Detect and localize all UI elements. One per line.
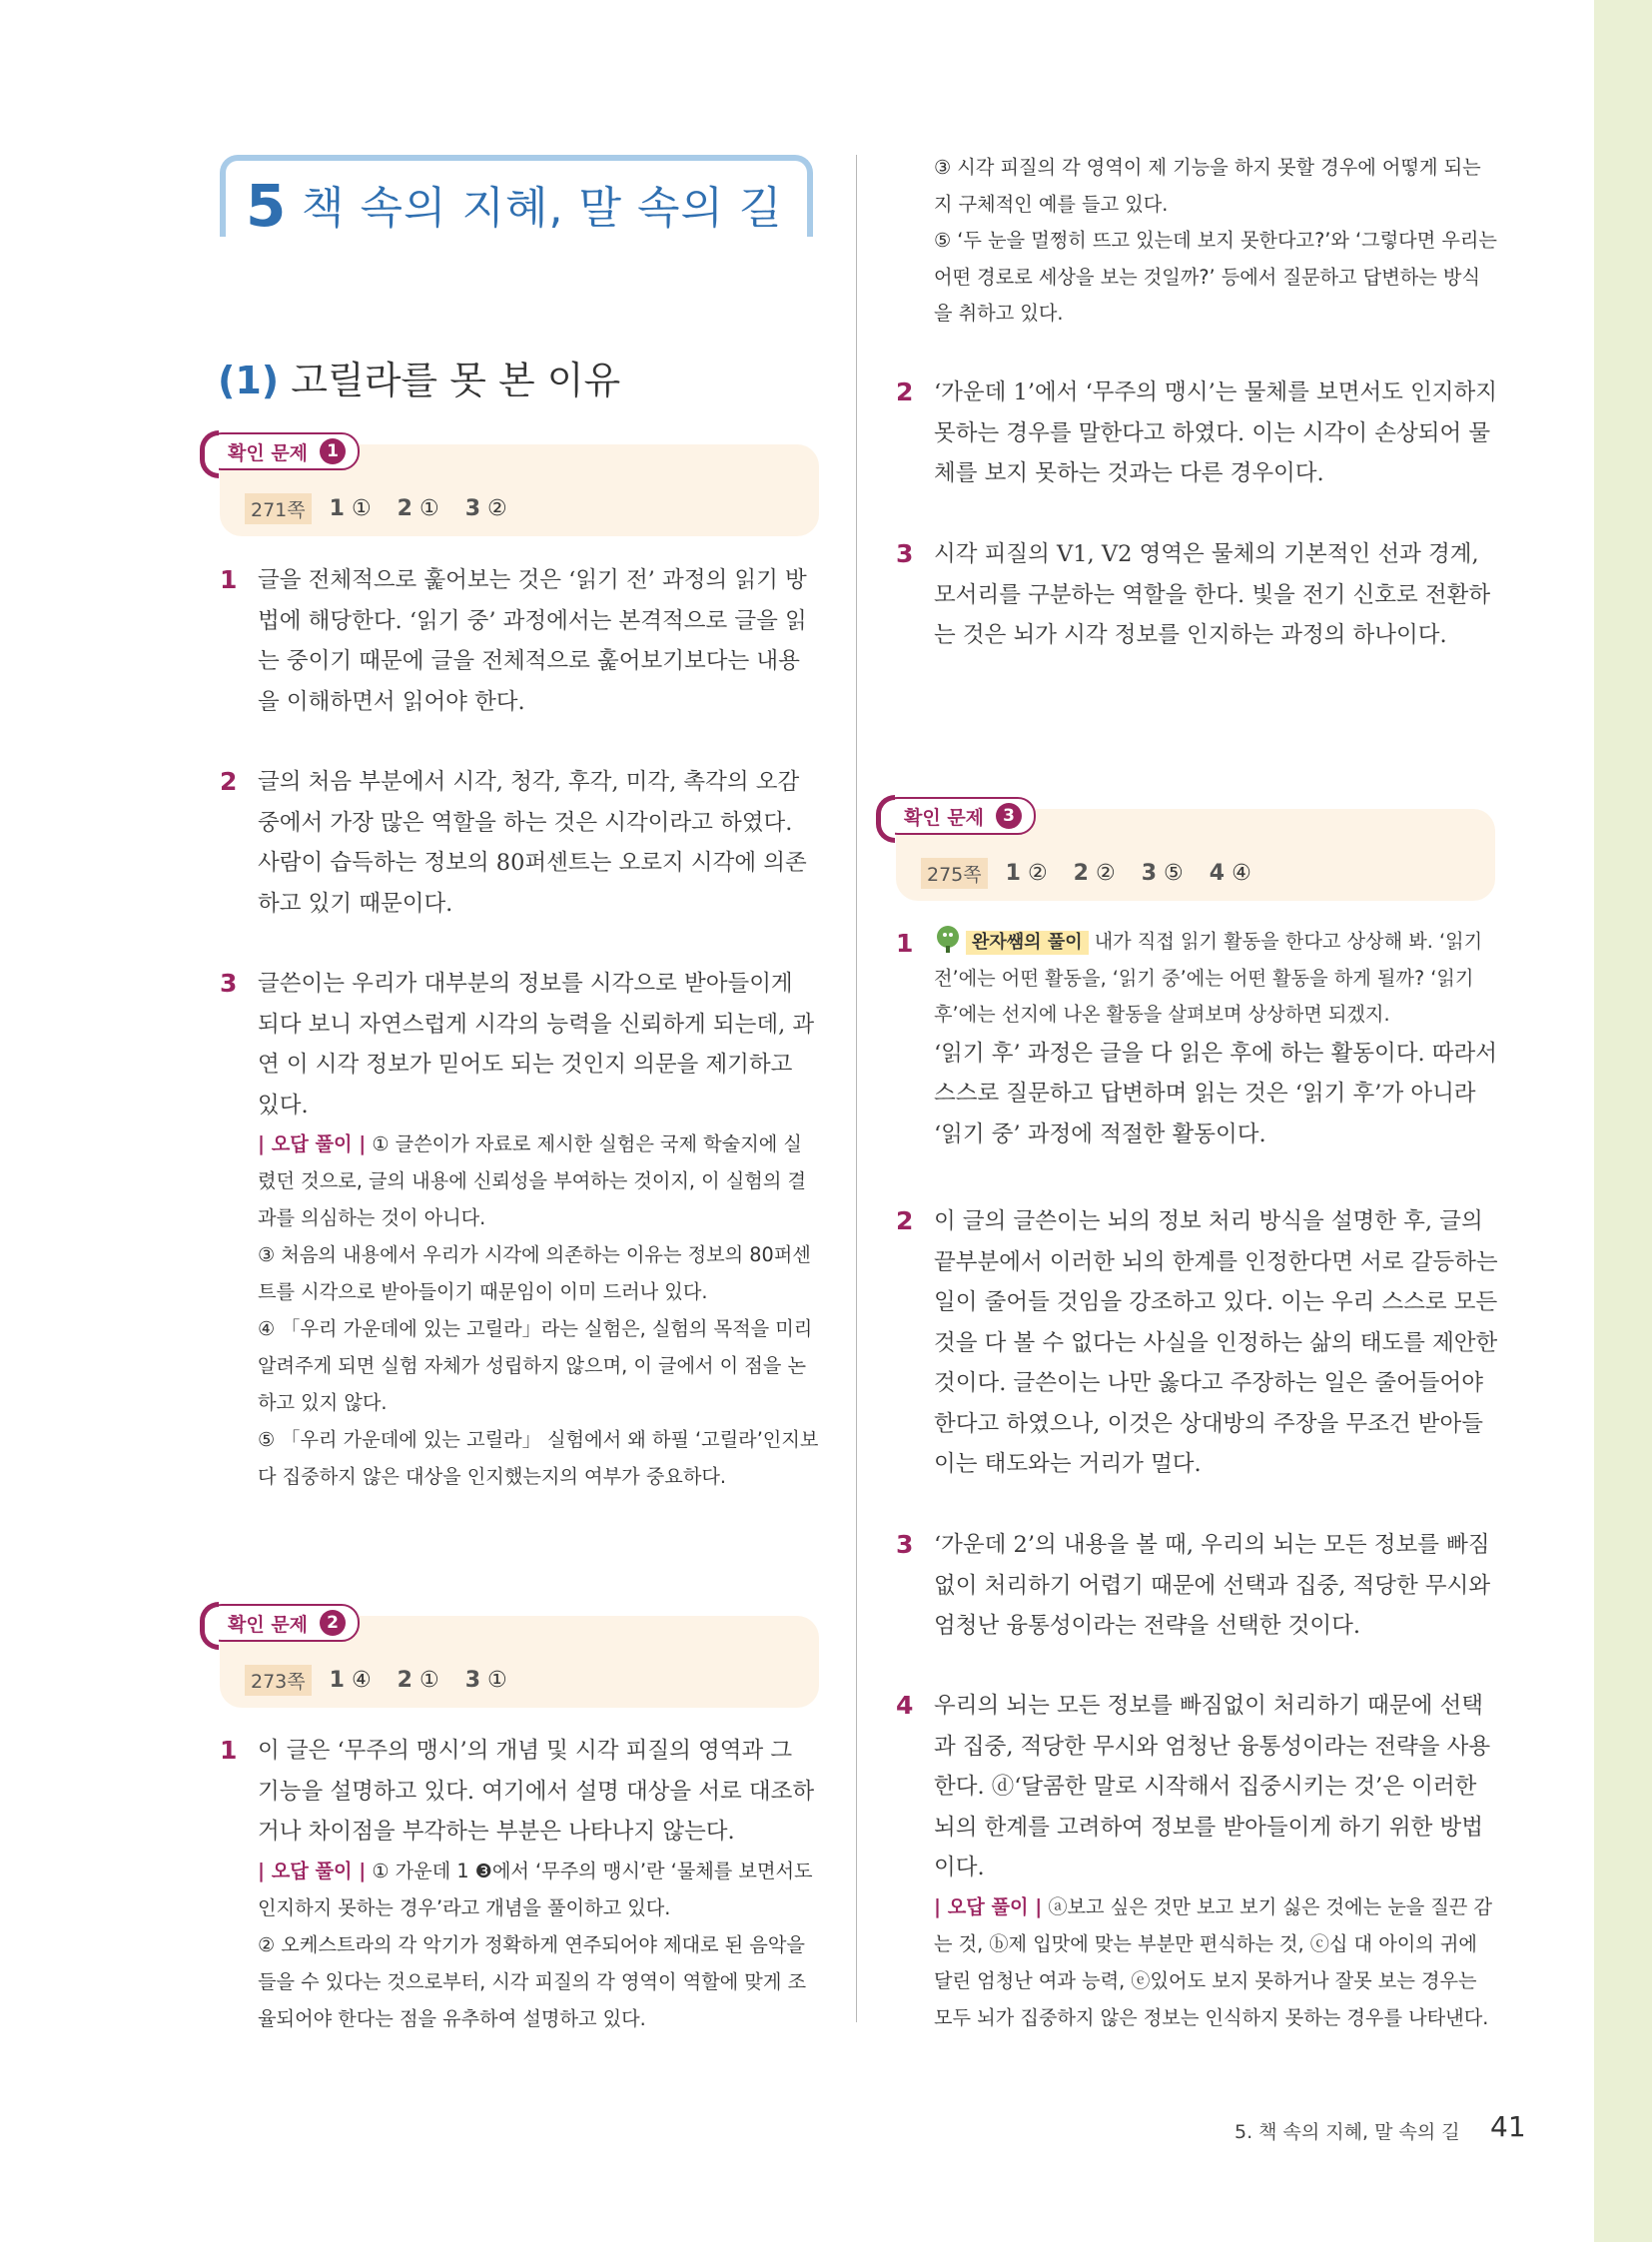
item-number: 4 [896, 1691, 914, 1720]
explanation-item [220, 964, 819, 1495]
answer-page: 271쪽 [245, 493, 312, 524]
item-text: ‘읽기 후’ 과정은 글을 다 읽은 후에 하는 활동이다. 따라서 스스로 질문하고 답변하며 읽는 것은 ‘읽기 후’가 아니라 ‘읽기 중’ 과정에 적절한 활동이다. [934, 1040, 1497, 1147]
answer-item: 4 ④ [1209, 861, 1251, 886]
item-text: ‘가운데 1’에서 ‘무주의 맹시’는 물체를 보면서도 인지하지 못하는 경우를 말한다고 하였다. 이는 시각이 손상되어 물체를 보지 못하는 것과는 다른 경우이다. [934, 379, 1498, 486]
item-number: 1 [220, 1736, 238, 1765]
wrong-answer-notes [258, 1125, 819, 1495]
explanation-item [896, 1525, 1498, 1647]
item-text: 우리의 뇌는 모든 정보를 빠짐없이 처리하기 때문에 선택과 집중, 적당한 무시와 엄청난 융통성이라는 전략을 사용한다. ⓓ‘달콤한 말로 시작해서 집중시키는 것’은 이러한 뇌의 한계를 고려하여 정보를 받아들이게 하기 위한 방법이다. [934, 1693, 1491, 1880]
explanation-item [896, 373, 1498, 494]
item-number: 1 [896, 929, 914, 958]
answer-item: 2 ① [397, 496, 439, 521]
continued-notes [934, 150, 1498, 333]
check-box-2 [220, 1613, 819, 1708]
note-text: ③ 처음의 내용에서 우리가 시각에 의존하는 이유는 정보의 80퍼센트를 시각으로 받아들이기 때문임이 이미 드러나 있다. [258, 1243, 811, 1303]
note-text: ② 오케스트라의 각 악기가 정확하게 연주되어야 제대로 된 음악을 들을 수 있다는 것으로부터, 시각 피질의 각 영역이 역할에 맞게 조율되어야 한다는 점을 유추하여 설명하고 있다. [258, 1932, 807, 2030]
answer-item: 1 ④ [329, 1668, 372, 1693]
item-number: 1 [220, 565, 238, 594]
note-text: ⓐ보고 싶은 것만 보고 보기 싫은 것에는 눈을 질끈 감는 것, ⓑ제 입맛에 맞는 부분만 편식하는 것, ⓒ십 대 아이의 귀에 달린 엄청난 여과 능력, ⓔ있어도 보지 못하거나 잘못 보는 경우는 모두 뇌가 집중하지 않은 정보는 인식하지 못하는 경우를 나타낸다. [934, 1894, 1493, 2029]
solution-text: 내가 직접 읽기 활동을 한다고 상상해 봐. ‘읽기 전’에는 어떤 활동을, ‘읽기 중’에는 어떤 활동을 하게 될까? ‘읽기 후’에는 선지에 나온 활동을 살펴보며 상상하면 되겠지. [934, 930, 1483, 1026]
check-tag-2 [204, 1604, 360, 1642]
answer-item: 2 ① [397, 1668, 439, 1693]
tag-bracket-icon [200, 1602, 219, 1650]
answer-row-1 [245, 493, 533, 524]
note-text: ① 글쓴이가 자료로 제시한 실험은 국제 학술지에 실렸던 것으로, 글의 내용에 신뢰성을 부여하는 것이지, 이 실험의 결과를 의심하는 것이 아니다. [258, 1132, 807, 1229]
answer-row-2 [245, 1665, 533, 1696]
item-text: ‘가운데 2’의 내용을 볼 때, 우리의 뇌는 모든 정보를 빠짐없이 처리하기 어렵기 때문에 선택과 집중, 적당한 무시와 엄청난 융통성이라는 전략을 선택한 것이다. [934, 1532, 1491, 1639]
check-tag-1 [204, 432, 360, 470]
item-number: 2 [896, 1206, 914, 1235]
answer-item: 2 ② [1073, 861, 1116, 886]
note-text: ③ 시각 피질의 각 영역이 제 기능을 하지 못할 경우에 어떻게 되는지 구체적인 예를 들고 있다. [934, 156, 1481, 216]
teacher-icon [934, 924, 964, 954]
explanation-item [896, 924, 1498, 1154]
answer-item: 3 ① [464, 1668, 507, 1693]
explanation-item [220, 1731, 819, 2037]
check-label: 확인 문제 [228, 1613, 309, 1636]
column-divider [856, 155, 857, 2022]
explanation-item [220, 560, 819, 722]
item-text: 글의 처음 부분에서 시각, 청각, 후각, 미각, 촉각의 오감 중에서 가장 많은 역할을 하는 것은 시각이라고 하였다. 사람이 습득하는 정보의 80퍼센트는 오로지 시각에 의존하고 있기 때문이다. [258, 769, 807, 917]
answer-page: 273쪽 [245, 1665, 312, 1696]
note-label: | 오답 풀이 | [258, 1132, 367, 1155]
explanation-item [896, 534, 1498, 656]
answer-item: 1 ① [329, 496, 372, 521]
footer-chapter-ref: 5. 책 속의 지혜, 말 속의 길 [1235, 2121, 1460, 2143]
item-number: 3 [220, 969, 238, 998]
check-number: 1 [320, 438, 346, 464]
solution-tag: 완자쌤의 풀이 [966, 931, 1089, 955]
note-label: | 오답 풀이 | [258, 1859, 367, 1882]
item-number: 2 [220, 767, 238, 796]
item-text: 이 글의 글쓴이는 뇌의 정보 처리 방식을 설명한 후, 글의 끝부분에서 이러한 뇌의 한계를 인정한다면 서로 갈등하는 일이 줄어들 것임을 강조하고 있다. 이는 우리 스스로 모든 것을 다 볼 수 없다는 사실을 인정하는 삶의 태도를 제안한 것이다. 글쓴이는 나만 옳다고 주장하는 일은 줄어들어야 한다고 하였으나, 이것은 상대방의 주장을 무조건 받아들이는 태도와는 거리가 멀다. [934, 1208, 1498, 1477]
item-text: 이 글은 ‘무주의 맹시’의 개념 및 시각 피질의 영역과 그 기능을 설명하고 있다. 여기에서 설명 대상을 서로 대조하거나 차이점을 부각하는 부분은 나타나지 않는다. [258, 1738, 815, 1845]
answer-item: 3 ② [464, 496, 507, 521]
tag-bracket-icon [200, 430, 219, 478]
chapter-header [220, 155, 819, 245]
check-tag-3 [880, 797, 1036, 835]
note-text: ⑤ ‘두 눈을 멀쩡히 뜨고 있는데 보지 못한다고?’와 ‘그렇다면 우리는 어떤 경로로 세상을 보는 것일까?’ 등에서 질문하고 답변하는 방식을 취하고 있다. [934, 229, 1497, 325]
note-label: | 오답 풀이 | [934, 1894, 1043, 1918]
note-text: ① 가운데 1 ❸에서 ‘무주의 맹시’란 ‘물체를 보면서도 인지하지 못하는 경우’라고 개념을 풀이하고 있다. [258, 1859, 813, 1919]
answer-item: 1 ② [1005, 861, 1048, 886]
note-text: ⑤ 「우리 가운데에 있는 고릴라」 실험에서 왜 하필 ‘고릴라’인지보다 집중하지 않은 대상을 인지했는지의 여부가 중요하다. [258, 1428, 819, 1488]
check-label: 확인 문제 [904, 806, 985, 829]
check-box-1 [220, 441, 819, 536]
chapter-title: 책 속의 지혜, 말 속의 길 [302, 183, 783, 234]
teacher-solution [934, 924, 1498, 1034]
wrong-answer-notes [258, 1853, 819, 2037]
section-number: (1) [218, 359, 280, 402]
check-label: 확인 문제 [228, 441, 309, 464]
section-title-text: 고릴라를 못 본 이유 [291, 359, 621, 402]
item-text: 시각 피질의 V1, V2 영역은 물체의 기본적인 선과 경계, 모서리를 구분하는 역할을 한다. 빛을 전기 신호로 전환하는 것은 뇌가 시각 정보를 인지하는 과정의 하나이다. [934, 541, 1491, 648]
section-title [218, 350, 620, 404]
page-number: 41 [1490, 2110, 1526, 2143]
explanation-item [896, 1201, 1498, 1485]
check-box-3 [896, 806, 1495, 901]
note-text: ④ 「우리 가운데에 있는 고릴라」라는 실험은, 실험의 목적을 미리 알려주게 되면 실험 자체가 성립하지 않으며, 이 글에서 이 점을 논하고 있지 않다. [258, 1317, 813, 1414]
answer-page: 275쪽 [921, 858, 988, 889]
check-number: 2 [320, 1610, 346, 1636]
answer-row-3 [921, 858, 1277, 889]
item-number: 2 [896, 377, 914, 406]
answer-item: 3 ⑤ [1141, 861, 1184, 886]
chapter-number: 5 [246, 172, 287, 240]
explanation-item [896, 1686, 1498, 2036]
explanation-item [220, 762, 819, 924]
tag-bracket-icon [876, 795, 895, 843]
item-text: 글을 전체적으로 훑어보는 것은 ‘읽기 전’ 과정의 읽기 방법에 해당한다. ‘읽기 중’ 과정에서는 본격적으로 글을 읽는 중이기 때문에 글을 전체적으로 훑어보기보다는 내용을 이해하면서 읽어야 한다. [258, 567, 807, 715]
wrong-answer-notes [934, 1888, 1498, 2036]
item-text: 글쓴이는 우리가 대부분의 정보를 시각으로 받아들이게 되다 보니 자연스럽게 시각의 능력을 신뢰하게 되는데, 과연 이 시각 정보가 믿어도 되는 것인지 의문을 제기하고 있다. [258, 971, 815, 1119]
side-strip [1594, 0, 1652, 2242]
check-number: 3 [996, 803, 1022, 829]
item-number: 3 [896, 1530, 914, 1559]
item-number: 3 [896, 539, 914, 568]
